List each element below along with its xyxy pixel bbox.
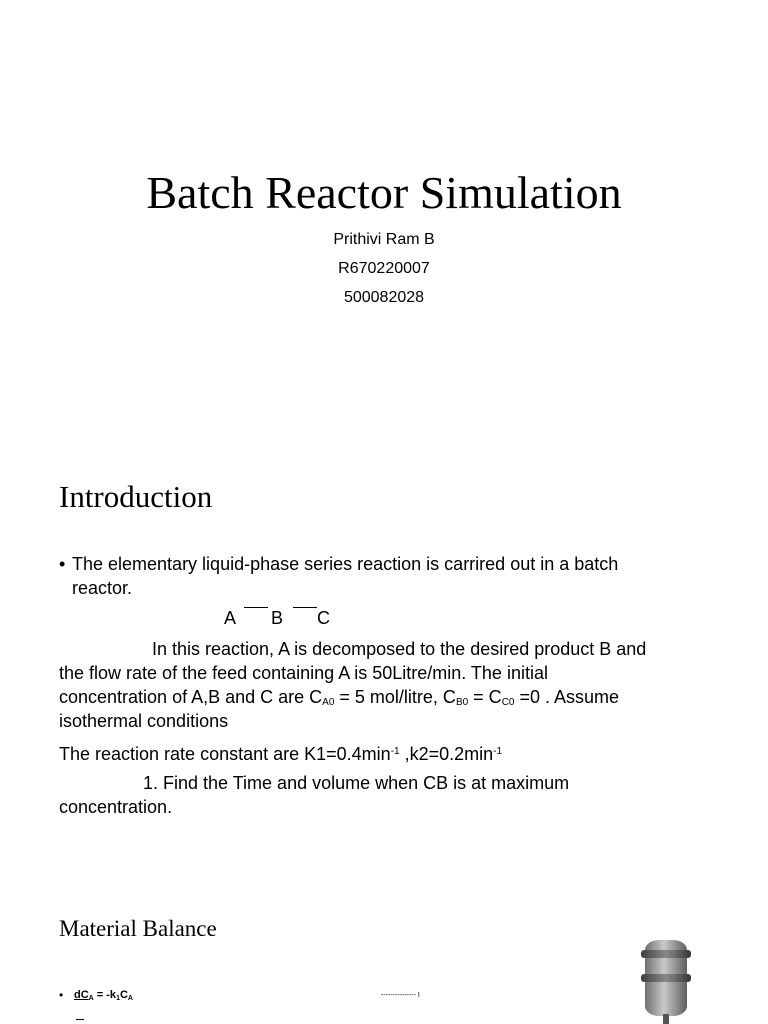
species-a: A (224, 608, 237, 628)
intro-bullet-line-1: The elementary liquid-phase series reaction is carrired out in a batch (72, 554, 619, 574)
reaction-arrow-1 (244, 607, 268, 608)
intro-paragraph-line-3: concentration of A,B and C are $C_{A0} = 5$ mol/litre, $C_{B0} = C_{C0} =0$ . Assume (59, 687, 620, 708)
question-1-line-1: 1. Find the Time and volume when CB is at maximum (143, 773, 570, 793)
intro-paragraph-line-4: isothermal conditions (59, 711, 229, 731)
intro-paragraph-line-1: In this reaction, A is decomposed to the desired product B and (152, 639, 647, 659)
bullet-icon: • (59, 554, 66, 574)
equation-1: $dC_A = -k_1C_A$ (74, 989, 133, 1002)
intro-paragraph-line-2: the flow rate of the feed containing A is 50Litre/min. The initial (59, 663, 548, 683)
species-c: C (317, 608, 330, 628)
sap-id: 500082028 (343, 289, 425, 306)
intro-bullet-line-2: reactor. (72, 578, 133, 598)
introduction-heading: Introduction (59, 479, 213, 514)
rate-constants: The reaction rate constant are $K1=0.4\min^{-1}$ $,k2=0.2\min^{-1}$ (59, 744, 503, 764)
species-b: B (271, 608, 284, 628)
dt-fragment (76, 1015, 84, 1024)
equation-bullet: • (59, 988, 64, 1002)
equation-1-label: --------------- I (381, 992, 420, 999)
page-title: Batch Reactor Simulation (146, 167, 622, 218)
reaction-arrow-2 (293, 607, 317, 608)
reactor-vessel-icon (628, 934, 704, 1024)
question-1-line-2: concentration. (59, 797, 173, 817)
author-name: Prithivi Ram B (333, 231, 435, 248)
material-balance-heading: Material Balance (59, 916, 217, 941)
registration-number: R670220007 (338, 260, 430, 277)
